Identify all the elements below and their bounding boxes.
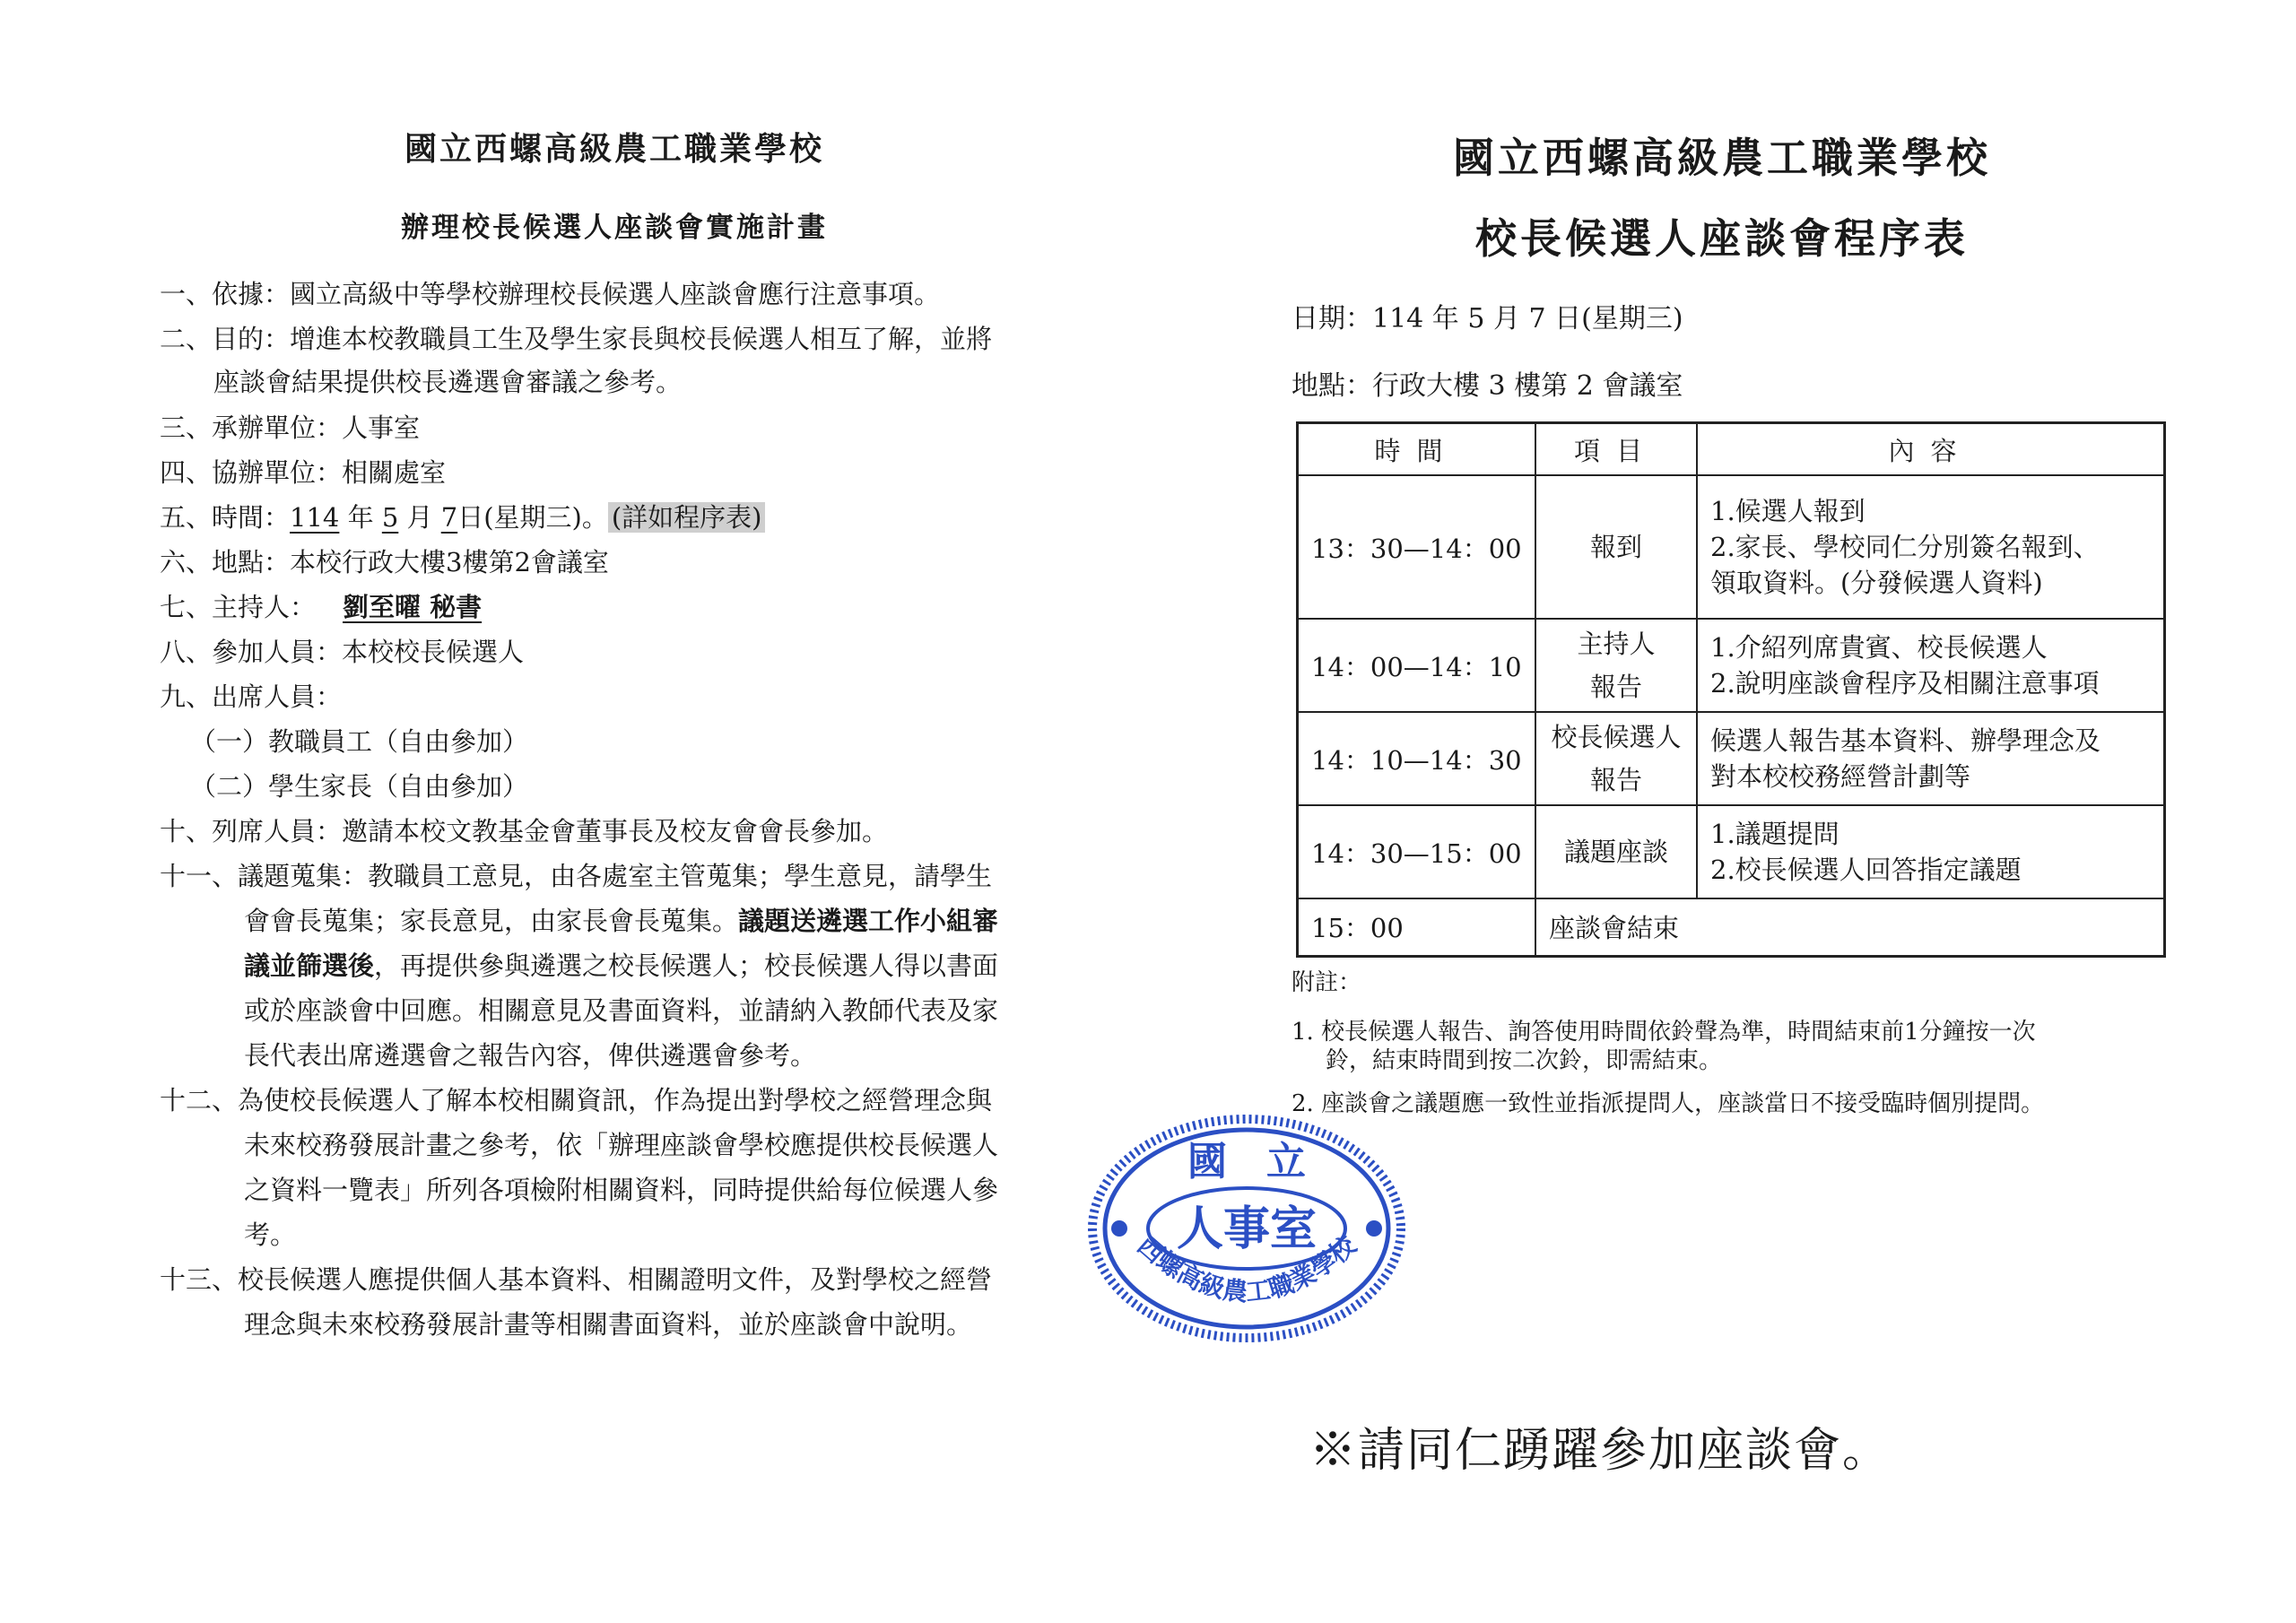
schedule-place: 地點：行政大樓 3 樓第 2 會議室 [1292,370,1683,402]
stamp-right-flower-icon [1366,1220,1382,1237]
header-time: 時間 [1298,423,1536,476]
item-documents: 十三、校長候選人應提供個人基本資料、相關證明文件，及對學校之經營 [160,1264,993,1295]
item-participants: 八、參加人員：本校校長候選人 [160,637,525,667]
item-organizer: 三、承辦單位：人事室 [160,412,421,443]
item-info-l4: 考。 [244,1219,297,1250]
left-plan-title: 辦理校長候選人座談會實施計畫 [401,212,828,244]
stamp-center-text: 人事室 [1176,1202,1318,1256]
schedule-title: 校長候選人座談會程序表 [1475,214,1969,263]
table-row: 14：00—14：10 主持人 報告 1.介紹列席貴賓、校長候選人 2.說明座談會程序及相關注意事項 [1298,619,2165,712]
item-topics-l2: 會會長蒐集；家長意見，由家長會長蒐集。議題送遴選工作小組審 [244,906,999,936]
table-row: 13：30—14：00 報到 1.候選人報到 2.家長、學校同仁分別簽名報到、 領取資料。(分發候選人資料) [1298,475,2165,619]
header-content: 內容 [1697,423,2165,476]
note-1-cont: 鈴，結束時間到按二次鈴，即需結束。 [1326,1047,1723,1074]
item-documents-l2: 理念與未來校務發展計畫等相關書面資料，並於座談會中說明。 [244,1309,973,1340]
item-topics: 十一、議題蒐集：教職員工意見，由各處室主管蒐集；學生意見，請學生 [160,861,993,891]
item-co-organizer: 四、協辦單位：相關處室 [160,457,447,488]
item-topics-l5: 長代表出席遴選會之報告內容，俾供遴選會參考。 [244,1040,817,1071]
office-seal-stamp [1085,1112,1408,1345]
stamp-left-flower-icon [1111,1220,1127,1237]
stamp-top-text: 國 立 [1187,1139,1306,1185]
item-host: 七、主持人： 劉至曜 秘書 [160,589,567,625]
attendee-staff: （一）教職員工（自由參加） [190,726,529,757]
item-purpose: 二、目的：增進本校教職員工生及學生家長與校長候選人相互了解，並將 [160,324,993,354]
item-location: 六、地點：本校行政大樓3樓第2會議室 [160,547,609,577]
item-basis: 一、依據：國立高級中等學校辦理校長候選人座談會應行注意事項。 [160,279,941,309]
table-header-row [1298,423,2165,476]
attendee-parents: （二）學生家長（自由參加） [190,771,529,802]
table-row: 14：10—14：30 校長候選人 報告 候選人報告基本資料、辦學理念及 對本校校務經營計劃等 [1298,712,2165,805]
notes-title: 附註： [1292,969,1362,996]
table-row-end: 15：00 座談會結束 [1298,898,2165,956]
item-info-l2: 未來校務發展計畫之參考，依「辦理座談會學校應提供校長候選人 [244,1130,999,1160]
note-2: 2. 座談會之議題應一致性並指派提問人，座談當日不接受臨時個別提問。 [1292,1090,2045,1117]
item-topics-l4: 或於座談會中回應。相關意見及書面資料，並請納入教師代表及家 [244,995,999,1026]
header-item: 項目 [1535,423,1697,476]
note-1: 1. 校長候選人報告、詢答使用時間依鈴聲為準，時間結束前1分鐘按一次 [1292,1019,2036,1046]
host-name: 劉至曜 秘書 [343,592,483,622]
schedule-date: 日期：114 年 5 月 7 日(星期三) [1292,303,1683,334]
item-purpose-cont: 座談會結果提供校長遴選會審議之參考。 [213,367,683,397]
time-detail-highlight: (詳如程序表) [608,502,766,533]
table-row: 14：30—15：00 議題座談 1.議題提問 2.校長候選人回答指定議題 [1298,805,2165,898]
item-observers: 十、列席人員：邀請本校文教基金會董事長及校友會會長參加。 [160,816,889,846]
schedule-table [1296,421,2166,958]
item-time: 五、時間：114 年 5 月 7日(星期三)。 (詳如程序表) [160,499,765,535]
item-info: 十二、為使校長候選人了解本校相關資訊，作為提出對學校之經營理念與 [160,1085,993,1115]
stamp-bottom-text: 西螺高級農工職業學校 [1131,1230,1362,1307]
item-attendees: 九、出席人員： [160,681,343,712]
right-school-title: 國立西螺高級農工職業學校 [1453,134,1991,182]
left-school-title: 國立西螺高級農工職業學校 [404,130,824,168]
encouragement-slogan: ※請同仁踴躍參加座談會。 [1309,1424,1892,1478]
item-info-l3: 之資料一覽表」所列各項檢附相關資料，同時提供給每位候選人參 [244,1175,999,1205]
item-topics-l3: 議並篩選後，再提供參與遴選之校長候選人；校長候選人得以書面 [244,950,999,981]
